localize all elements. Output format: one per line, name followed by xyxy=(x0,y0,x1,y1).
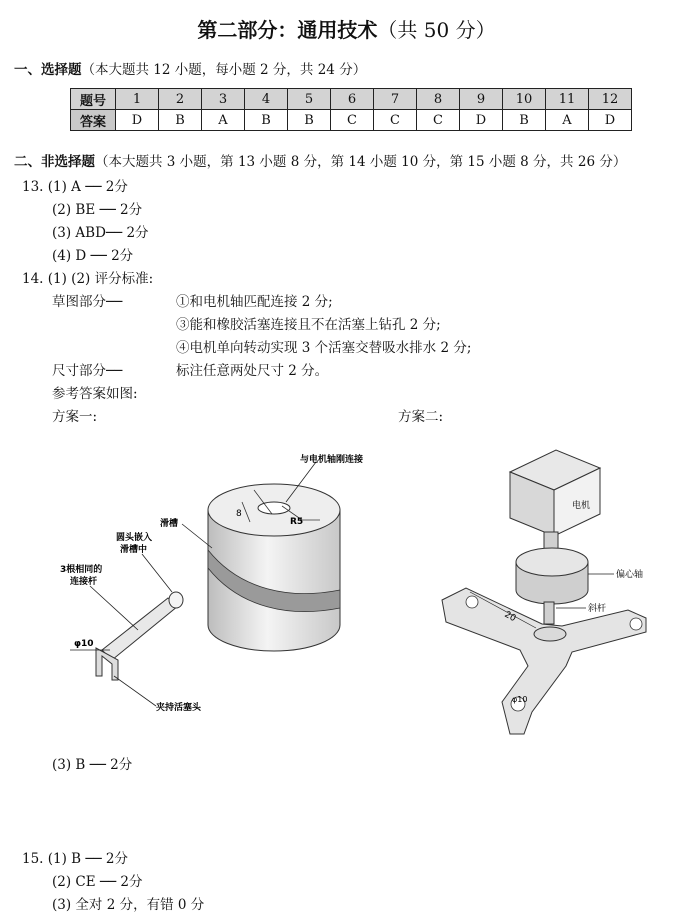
row-label-number: 题号 xyxy=(71,89,116,110)
q13-line-3: (3) ABD── 2分 xyxy=(52,225,149,241)
label-clamp: 夹持活塞头 xyxy=(156,703,202,713)
table-cell: B xyxy=(159,110,202,131)
table-cell: 11 xyxy=(546,89,589,110)
table-cell: 2 xyxy=(159,89,202,110)
q14-criterion-3: ④电机单向转动实现 3 个活塞交替吸水排水 2 分; xyxy=(176,340,472,356)
part1-heading-label: 一、选择题 xyxy=(14,62,82,78)
q14-size-text: 标注任意两处尺寸 2 分。 xyxy=(176,363,329,379)
q13-line-2: (2) BE ── 2分 xyxy=(52,202,143,218)
title-points: （共 50 分） xyxy=(377,18,496,42)
table-cell: 8 xyxy=(417,89,460,110)
table-cell: 5 xyxy=(288,89,331,110)
table-cell: A xyxy=(202,110,245,131)
label-slanted-rod: 斜杆 xyxy=(588,604,607,614)
table-cell: D xyxy=(460,110,503,131)
label-round-head: 圆头嵌入 xyxy=(116,533,153,543)
part1-note: （本大题共 12 小题，每小题 2 分，共 24 分） xyxy=(81,62,367,78)
row-label-answer: 答案 xyxy=(71,110,116,131)
q13-line-1: 13. (1) A ── 2分 xyxy=(22,179,128,195)
table-cell: B xyxy=(503,110,546,131)
label-dim-phi10: φ10 xyxy=(512,695,528,704)
answer-table xyxy=(70,88,632,131)
table-cell: 4 xyxy=(245,89,288,110)
q14-criterion-2: ③能和橡胶活塞连接且不在活塞上钻孔 2 分; xyxy=(176,317,441,333)
table-cell: D xyxy=(116,110,159,131)
q14-criterion-1: ①和电机轴匹配连接 2 分; xyxy=(176,294,333,310)
part2-heading xyxy=(14,150,626,170)
table-row-answers xyxy=(71,110,632,131)
table-cell: 9 xyxy=(460,89,503,110)
q13-line-4: (4) D ── 2分 xyxy=(52,248,134,264)
center-hub xyxy=(534,627,566,641)
figure-plan-1 xyxy=(40,440,400,740)
rod-head xyxy=(169,592,183,608)
table-cell: B xyxy=(245,110,288,131)
label-rods: 3根相同的 xyxy=(60,565,103,575)
figure-plan-2 xyxy=(432,440,672,740)
table-cell: A xyxy=(546,110,589,131)
table-cell: D xyxy=(589,110,632,131)
label-motor-connect: 与电机轴刚连接 xyxy=(300,455,364,465)
table-cell: B xyxy=(288,110,331,131)
plan-2-label: 方案二: xyxy=(398,409,444,425)
label-dim-20: 20 xyxy=(502,609,518,625)
part2-heading-label: 二、非选择题 xyxy=(14,154,95,170)
dim-8-label: 8 xyxy=(236,509,242,519)
q14-ref: 参考答案如图: xyxy=(52,386,138,402)
table-row-numbers xyxy=(71,89,632,110)
label-slot: 滑槽 xyxy=(160,519,179,529)
label-cam: 偏心轴 xyxy=(616,570,644,580)
table-cell: C xyxy=(331,110,374,131)
part2-note: （本大题共 3 小题，第 13 小题 8 分，第 14 小题 10 分，第 15 小题 8 分，共 26 分） xyxy=(95,154,627,170)
plan-1-label: 方案一: xyxy=(52,409,98,425)
q14-head: 14. (1) (2) 评分标准: xyxy=(22,271,154,287)
title-main: 第二部分：通用技术 xyxy=(197,18,378,42)
table-cell: 7 xyxy=(374,89,417,110)
table-cell: 10 xyxy=(503,89,546,110)
table-cell: 12 xyxy=(589,89,632,110)
dim-r5-label: R5 xyxy=(290,517,304,527)
table-cell: 3 xyxy=(202,89,245,110)
q14-sketch-label: 草图部分── xyxy=(52,294,123,310)
part1-heading xyxy=(14,58,366,78)
table-cell: 6 xyxy=(331,89,374,110)
q15-line-2: (2) CE ── 2分 xyxy=(52,874,143,890)
label-motor: 电机 xyxy=(572,501,591,511)
slanted-rod xyxy=(544,602,554,624)
q15-line-1: 15. (1) B ── 2分 xyxy=(22,851,129,867)
q14-part3: (3) B ── 2分 xyxy=(52,757,133,773)
table-cell: C xyxy=(374,110,417,131)
label-phi10: φ10 xyxy=(74,639,94,649)
label-round-head-2: 滑槽中 xyxy=(120,545,148,555)
label-rods-2: 连接杆 xyxy=(70,577,98,587)
table-cell: C xyxy=(417,110,460,131)
q15-line-3: (3) 全对 2 分，有错 0 分 xyxy=(52,897,205,913)
table-cell: 1 xyxy=(116,89,159,110)
q14-size-label: 尺寸部分── xyxy=(52,363,123,379)
page-title xyxy=(0,14,693,43)
